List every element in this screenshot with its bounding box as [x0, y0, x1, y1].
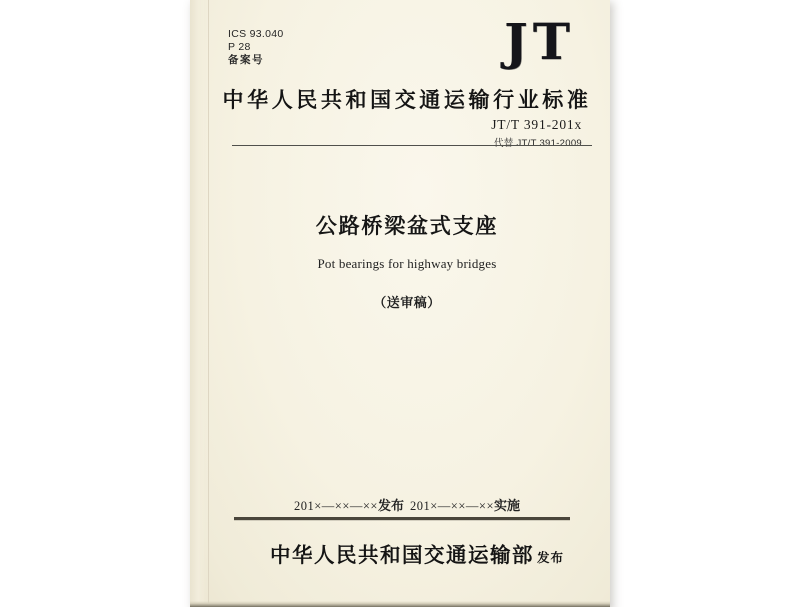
standard-category-heading: 中华人民共和国交通运输行业标准 [222, 89, 592, 112]
publisher-line [230, 538, 604, 568]
implement-label: 实施 [494, 498, 521, 513]
ics-code: ICS 93.040 [228, 28, 284, 40]
ics-classification-block [228, 28, 284, 67]
book-bottom-page-edge [190, 601, 610, 607]
issue-implementation-dates [220, 495, 594, 514]
issue-date: 201×—××—×× [293, 499, 378, 513]
jt-logo: JT [504, 12, 575, 71]
footer-divider-rule [234, 517, 570, 520]
header-divider-rule [232, 145, 592, 146]
standard-cover-page [190, 0, 610, 607]
record-number-label: 备案号 [228, 54, 264, 66]
standard-number: JT/T 391-201x [491, 117, 582, 132]
classification-code: P 28 [228, 40, 251, 53]
issue-label: 发布 [377, 498, 404, 513]
document-title-chinese: 公路桥梁盆式支座 [315, 215, 499, 238]
publisher-name: 中华人民共和国交通运输部 [269, 544, 534, 567]
implement-date: 201×—××—×× [410, 499, 494, 513]
replaces-note: 代替 JT/T 391-2009 [493, 138, 582, 149]
publisher-issued-label: 发布 [536, 551, 564, 565]
draft-status-note: （送审稿） [373, 295, 441, 310]
document-title-english: Pot bearings for highway bridges [317, 256, 497, 271]
